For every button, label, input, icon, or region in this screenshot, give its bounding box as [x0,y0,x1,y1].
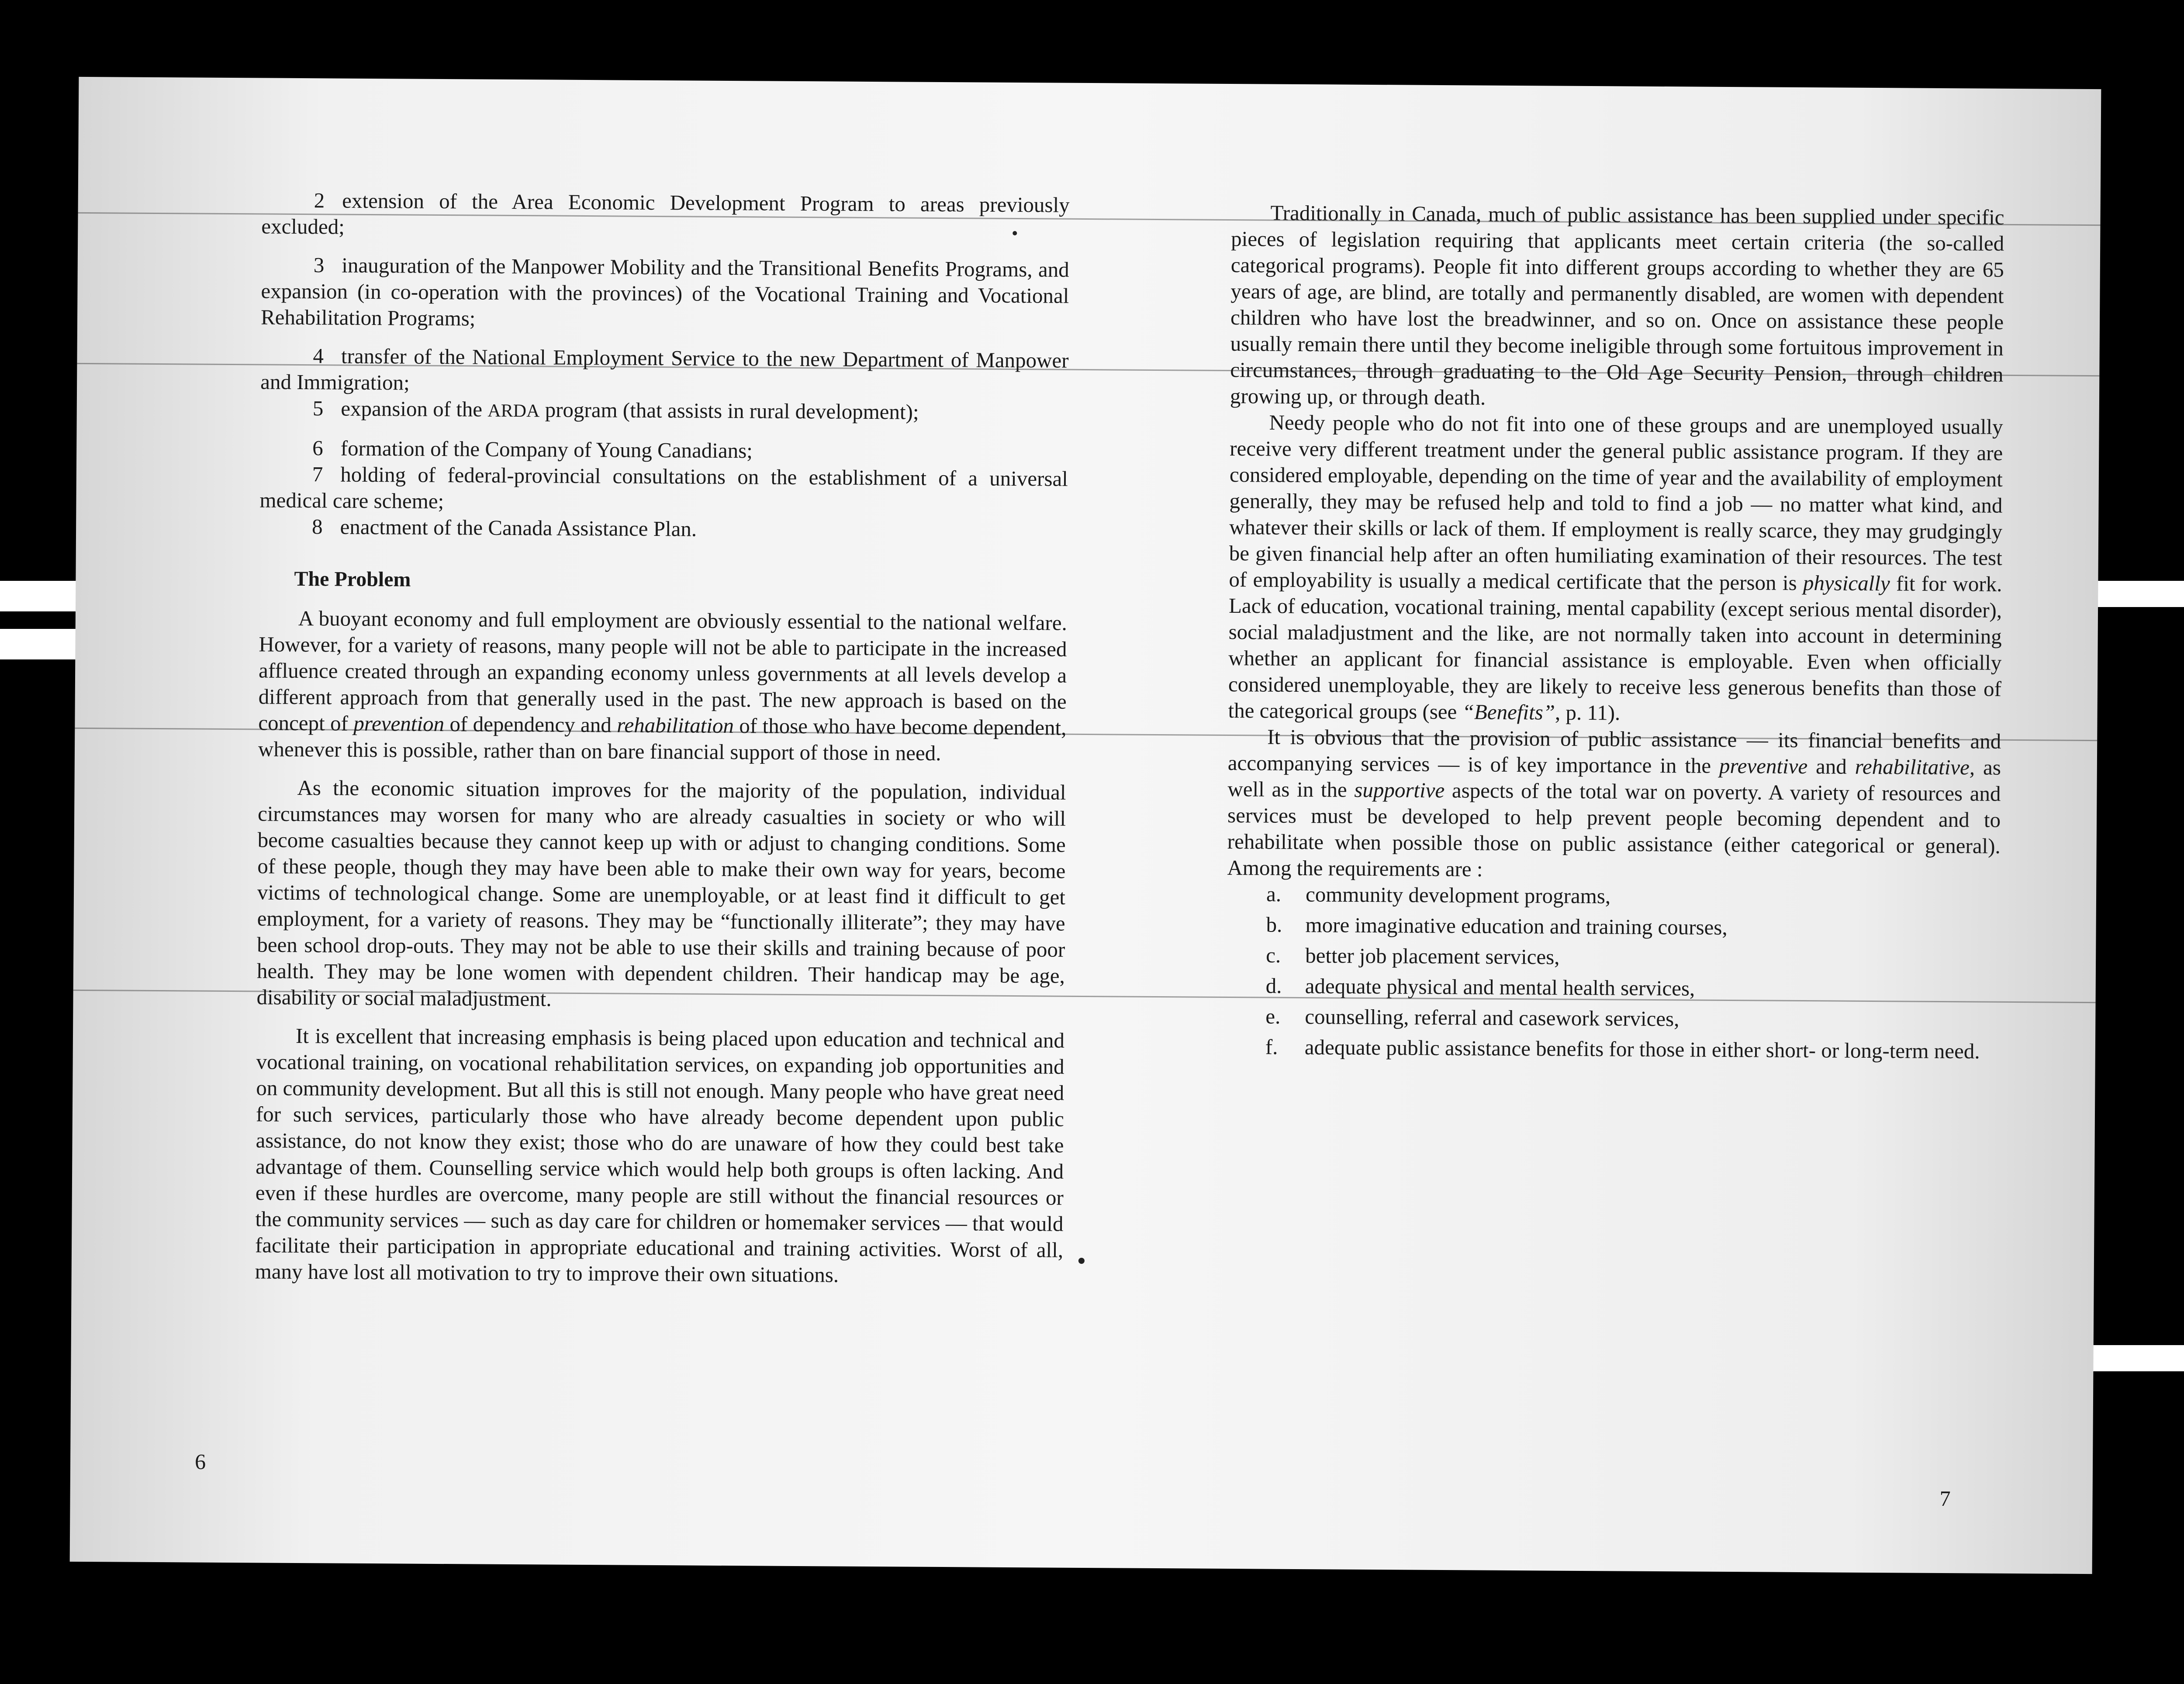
paragraph: It is obvious that the provision of public assistance — its financial benefits and accompanying services — is of key importance in the preventive and rehabilitative, as well as in the supportive aspects of the total war on poverty. A variety of resources and services must be developed to help prevent people becoming dependent and to rehabilitate when possible those on public assistance (either categorical or general). Among the requirements are : [1227,725,2001,881]
list-item: 2 extension of the Area Economic Development Program to areas previously excluded; [261,188,1070,239]
left-page [255,187,1070,1289]
list-item: b. more imaginative education and training courses, [1266,912,1728,939]
list-item: 7 holding of federal-provincial consultations on the establishment of a universal medical care scheme; [259,462,1068,514]
paragraph: As the economic situation improves for the majority of the population, individual circumstances may worsen for many who are already casualties in society or who will become casualties because they cannot keep up with or adjust to changing conditions. Some of these people, though they may have been able to make their own way for years, become victims of technological change. Some are unemployable, or at least find it difficult to get employment, for a variety of reasons. They may be “functionally illiterate”; they may have been school drop-outs. They may not be able to use their skills and training because of poor health. They may be lone women with dependent children. Their handicap may be age, disability or social maladjustment. [256,775,1066,1011]
list-item: 8 enactment of the Canada Assistance Plan. [311,514,697,541]
list-item: a. community development programs, [1266,882,1611,908]
scan-bar-left [0,581,79,611]
page-number: 7 [1939,1486,1951,1511]
scan-speck [1078,1258,1085,1264]
list-item: 4 transfer of the National Employment Service to the new Department of Manpower and Immigration; [260,344,1069,395]
scan-bar-right-2 [2092,1345,2184,1371]
list-item: 3 inauguration of the Manpower Mobility and the Transitional Benefits Programs, and expansion (in co-operation with the provinces) of the Vocational Training and Vocational Rehabilitation Programs; [260,253,1069,331]
paragraph: Needy people who do not fit into one of these groups and are unemployed usually receive very different treatment under the general public assistance program. If they are considered employable, depending on the time of year and the availability of employment generally, they may be refused help and told to find a job — no matter what kind, and whatever their skills or lack of them. If employment is really scarce, they may grudgingly be given financial help after an often humiliating examination of their resources. The test of employability is usually a medical certificate that the person is physically fit for work. Lack of education, vocational training, mental capability (except serious mental disorder), social maladjustment and the like, are not normally taken into account in determining whether an applicant for financial assistance is employable. Even when officially considered unemployable, they are likely to receive less generous benefits than those of the categorical groups (see “Benefits”, p. 11). [1228,410,2003,725]
scan-speck [1013,231,1017,235]
scan-bar-left-2 [0,629,79,659]
list-item: e. counselling, referral and casework services, [1265,1004,1679,1031]
paragraph: A buoyant economy and full employment are obviously essential to the national welfare. However, for a variety of reasons, many people will not be able to participate in the increased affluence created through an expanding economy unless governments at all levels develop a different approach from that generally used in the past. The new approach is based on the concept of prevention of dependency and rehabilitation of those who have become dependent, whenever this is possible, rather than on bare financial support of those in need. [258,606,1068,765]
section-heading: The Problem [294,567,411,591]
page-number: 6 [194,1449,206,1474]
right-page [1226,200,2004,1069]
list-item: 6 formation of the Company of Young Canadians; [312,436,753,463]
list-item: d. adequate physical and mental health services, [1265,973,1695,1001]
requirements-list [1265,881,2000,1065]
scan-bar-right [2092,581,2184,607]
list-item: 5 expansion of the ARDA program (that assists in rural development); [312,396,919,424]
list-item: c. better job placement services, [1266,943,1560,969]
list-item: f. adequate public assistance benefits for those in either short- or long-term need. [1265,1035,1980,1063]
paragraph: Traditionally in Canada, much of public assistance has been supplied under specific pieces of legislation requiring that applicants meet certain criteria (the so-called categorical programs). People fit into different groups according to whether they are 65 years of age, are blind, are totally and permanently disabled, are women with dependent children who have lost the breadwinner, and so on. Once on assistance these people usually remain there until they become ineligible through some fortuitous improvement in circumstances, through graduating to the Old Age Security Pension, through children growing up, or through death. [1230,200,2004,410]
measures-list [259,187,1070,544]
document-sheet [70,77,2101,1574]
paragraph: It is excellent that increasing emphasis is being placed upon education and technical and vocational training, on vocational rehabilitation services, on expanding job opportunities and on community development. But all this is still not enough. Many people who have great need for such services, particularly those who have already become dependent upon public assistance, do not know they exist; those who do are unaware of how they could best take advantage of them. Counselling service which would help both groups is often lacking. And even if these hurdles are overcome, many people are still without the financial resources or the community services — such as day care for children or homemaker services — that would facilitate their participation in appropriate educational and training activities. Worst of all, many have lost all motivation to try to improve their own situations. [255,1023,1065,1287]
